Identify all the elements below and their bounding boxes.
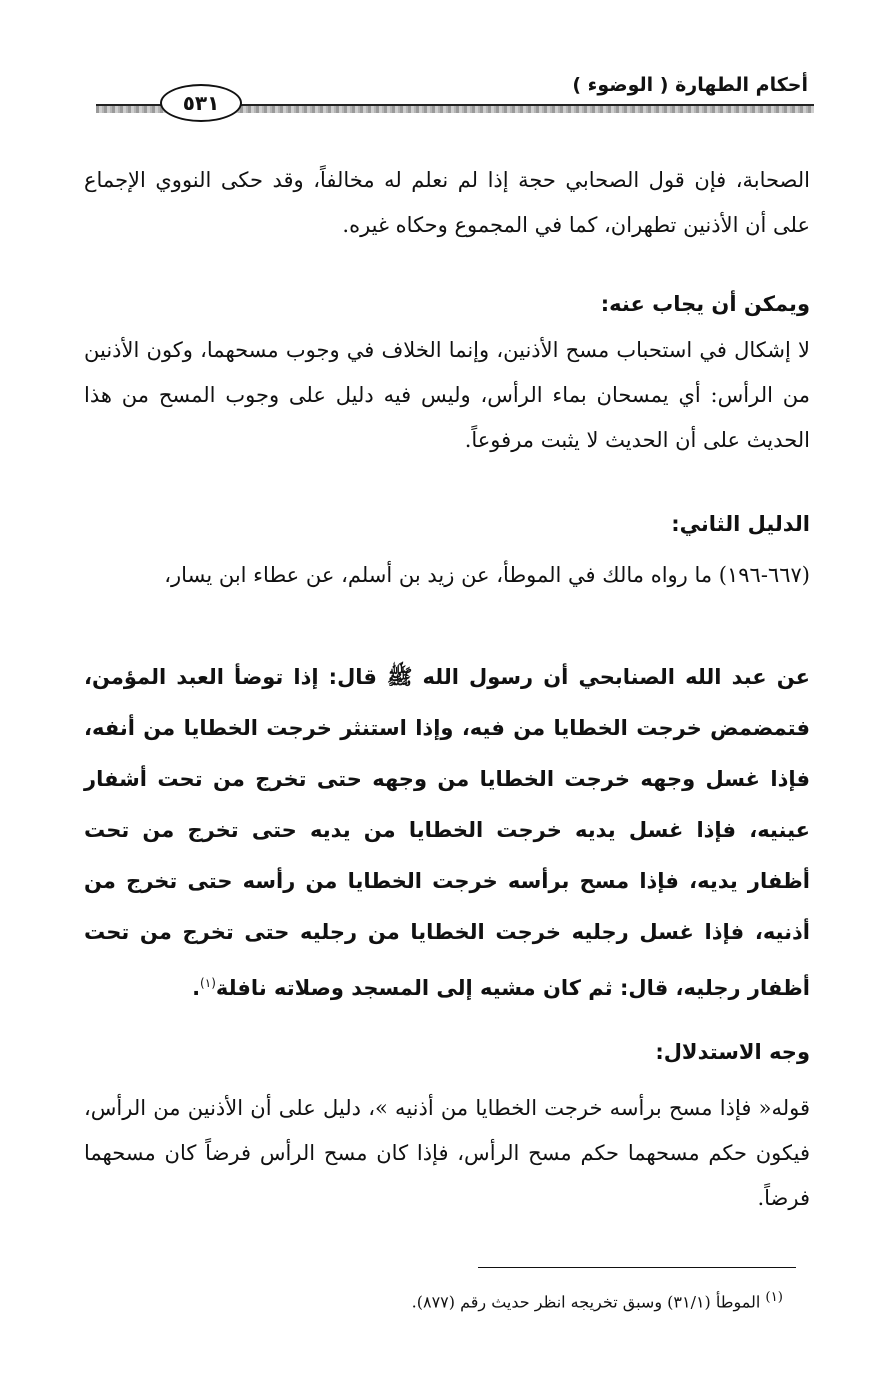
footnote-text: الموطأ (٣١/١) وسبق تخريجه انظر حديث رقم (٨٧٧). (411, 1292, 761, 1312)
page-number-badge (160, 84, 242, 122)
paragraph-intro: الصحابة، فإن قول الصحابي حجة إذا لم نعلم له مخالفاً، وقد حكى النووي الإجماع على أن الأذنين تطهران، كما في المجموع وحكاه غيره. (84, 168, 810, 237)
paragraph-inference: قوله« فإذا مسح برأسه خرجت الخطايا من أذنيه »، دليل على أن الأذنين من الرأس، فيكون حكم مسحهما حكم مسح الرأس، فإذا كان مسح الرأس فرضاً كان مسحهما فرضاً. (84, 1096, 810, 1210)
footnote-ref-1[interactable]: (١) (200, 976, 216, 990)
hadith-end: . (192, 976, 201, 1000)
footnote-divider (478, 1267, 796, 1268)
page-header (96, 68, 814, 128)
footnote-marker: (١) (765, 1290, 783, 1305)
footnote-1 (412, 1290, 783, 1311)
heading-inference: وجه الاستدلال: (655, 1040, 810, 1064)
hadith-text (84, 652, 810, 1014)
heading-reply: ويمكن أن يجاب عنه: (600, 292, 810, 316)
heading-second-evidence: الدليل الثاني: (671, 512, 810, 536)
book-title: أحكام الطهارة ( الوضوء ) (572, 74, 808, 96)
paragraph-reply: لا إشكال في استحباب مسح الأذنين، وإنما الخلاف في وجوب مسحهما، وكون الأذنين من الرأس: أي يمسحان بماء الرأس، وليس فيه دليل على وجوب المسح من هذا الحديث على أن الحديث لا يثبت مرفوعاً. (84, 338, 810, 452)
page-number: ٥٣١ (182, 91, 220, 115)
hadith-body: عن عبد الله الصنابحي أن رسول الله ﷺ قال: إذا توضأ العبد المؤمن، فتمضمض خرجت الخطايا من فيه، وإذا استنثر خرجت الخطايا من أنفه، فإذا غسل وجهه خرجت الخطايا من وجهه حتى تخرج من تحت أشفار عينيه، فإذا غسل يديه خرجت الخطايا من يديه حتى تخرج من تحت أظفار يديه، فإذا مسح برأسه خرجت الخطايا من رأسه حتى تخرج من أذنيه، فإذا غسل رجليه خرجت الخطايا من رجليه حتى تخرج من تحت أظفار رجليه، قال: ثم كان مشيه إلى المسجد وصلاته نافلة (84, 665, 810, 1000)
paragraph-narration: (٦٦٧-١٩٦) ما رواه مالك في الموطأ، عن زيد بن أسلم، عن عطاء ابن يسار، (164, 563, 810, 587)
